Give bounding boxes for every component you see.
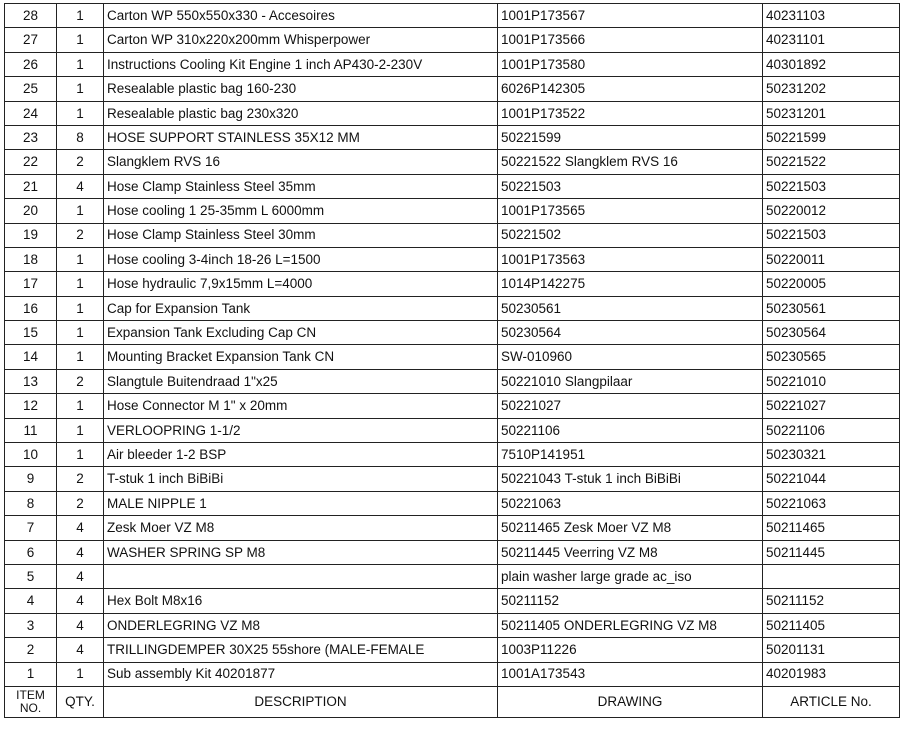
article-no-cell: 50221106	[763, 418, 900, 442]
item-no-cell: 7	[5, 516, 57, 540]
header-qty: QTY.	[57, 686, 104, 717]
qty-cell: 1	[57, 296, 104, 320]
article-no-cell: 50211152	[763, 589, 900, 613]
description-cell: HOSE SUPPORT STAINLESS 35X12 MM	[104, 125, 498, 149]
qty-cell: 4	[57, 540, 104, 564]
drawing-cell: 50221027	[498, 394, 763, 418]
table-row	[5, 369, 900, 393]
drawing-cell: 1014P142275	[498, 272, 763, 296]
article-no-cell: 50230321	[763, 443, 900, 467]
item-no-cell: 6	[5, 540, 57, 564]
qty-cell: 2	[57, 150, 104, 174]
item-no-cell: 19	[5, 223, 57, 247]
qty-cell: 4	[57, 589, 104, 613]
article-no-cell: 50231202	[763, 77, 900, 101]
item-no-cell: 10	[5, 443, 57, 467]
article-no-cell: 50220012	[763, 199, 900, 223]
qty-cell: 1	[57, 247, 104, 271]
article-no-cell: 50211445	[763, 540, 900, 564]
table-row	[5, 77, 900, 101]
drawing-cell: 50230561	[498, 296, 763, 320]
qty-cell: 1	[57, 345, 104, 369]
item-no-cell: 5	[5, 564, 57, 588]
drawing-cell: 50221063	[498, 491, 763, 515]
drawing-cell: 50211152	[498, 589, 763, 613]
drawing-cell: 50211405 ONDERLEGRING VZ M8	[498, 613, 763, 637]
drawing-cell: 1001P173565	[498, 199, 763, 223]
item-no-cell: 26	[5, 52, 57, 76]
table-row	[5, 174, 900, 198]
item-no-cell: 21	[5, 174, 57, 198]
article-no-cell: 50220011	[763, 247, 900, 271]
article-no-cell: 50220005	[763, 272, 900, 296]
table-row	[5, 394, 900, 418]
table-row	[5, 272, 900, 296]
article-no-cell	[763, 564, 900, 588]
drawing-cell: 50221043 T-stuk 1 inch BiBiBi	[498, 467, 763, 491]
drawing-cell: 50221599	[498, 125, 763, 149]
qty-cell: 1	[57, 321, 104, 345]
description-cell: ONDERLEGRING VZ M8	[104, 613, 498, 637]
description-cell: TRILLINGDEMPER 30X25 55shore (MALE-FEMALE	[104, 638, 498, 662]
drawing-cell: 1001P173566	[498, 28, 763, 52]
description-cell: Hose cooling 1 25-35mm L 6000mm	[104, 199, 498, 223]
description-cell: WASHER SPRING SP M8	[104, 540, 498, 564]
table-row	[5, 223, 900, 247]
drawing-cell: plain washer large grade ac_iso	[498, 564, 763, 588]
qty-cell: 1	[57, 52, 104, 76]
article-no-cell: 50230564	[763, 321, 900, 345]
description-cell	[104, 564, 498, 588]
item-no-cell: 28	[5, 4, 57, 28]
item-no-cell: 23	[5, 125, 57, 149]
qty-cell: 1	[57, 662, 104, 686]
table-row	[5, 150, 900, 174]
description-cell: Hose Connector M 1" x 20mm	[104, 394, 498, 418]
header-item-line2: NO.	[19, 700, 42, 715]
drawing-cell: 7510P141951	[498, 443, 763, 467]
drawing-cell: 50221503	[498, 174, 763, 198]
article-no-cell: 50230565	[763, 345, 900, 369]
item-no-cell: 25	[5, 77, 57, 101]
header-drawing: DRAWING	[498, 686, 763, 717]
table-row	[5, 296, 900, 320]
description-cell: Cap for Expansion Tank	[104, 296, 498, 320]
item-no-cell: 2	[5, 638, 57, 662]
drawing-cell: 50221010 Slangpilaar	[498, 369, 763, 393]
qty-cell: 1	[57, 77, 104, 101]
description-cell: Slangklem RVS 16	[104, 150, 498, 174]
article-no-cell: 50211405	[763, 613, 900, 637]
qty-cell: 4	[57, 516, 104, 540]
item-no-cell: 1	[5, 662, 57, 686]
article-no-cell: 50221522	[763, 150, 900, 174]
table-row	[5, 638, 900, 662]
drawing-cell: 50221502	[498, 223, 763, 247]
drawing-cell: SW-010960	[498, 345, 763, 369]
table-row	[5, 564, 900, 588]
table-row	[5, 467, 900, 491]
article-no-cell: 50230561	[763, 296, 900, 320]
header-item-no	[5, 686, 57, 717]
table-row	[5, 4, 900, 28]
drawing-cell: 1001P173567	[498, 4, 763, 28]
drawing-cell: 1003P11226	[498, 638, 763, 662]
description-cell: Hose Clamp Stainless Steel 35mm	[104, 174, 498, 198]
article-no-cell: 40231101	[763, 28, 900, 52]
qty-cell: 2	[57, 223, 104, 247]
item-no-cell: 20	[5, 199, 57, 223]
table-row	[5, 491, 900, 515]
article-no-cell: 50201131	[763, 638, 900, 662]
drawing-cell: 1001P173580	[498, 52, 763, 76]
qty-cell: 1	[57, 199, 104, 223]
drawing-cell: 50221106	[498, 418, 763, 442]
article-no-cell: 50221503	[763, 223, 900, 247]
bill-of-materials-table	[4, 3, 900, 718]
qty-cell: 4	[57, 613, 104, 637]
item-no-cell: 17	[5, 272, 57, 296]
drawing-cell: 50211465 Zesk Moer VZ M8	[498, 516, 763, 540]
article-no-cell: 50211465	[763, 516, 900, 540]
item-no-cell: 27	[5, 28, 57, 52]
qty-cell: 4	[57, 174, 104, 198]
description-cell: Mounting Bracket Expansion Tank CN	[104, 345, 498, 369]
qty-cell: 2	[57, 491, 104, 515]
table-row	[5, 662, 900, 686]
table-row	[5, 443, 900, 467]
table-row	[5, 199, 900, 223]
item-no-cell: 16	[5, 296, 57, 320]
qty-cell: 2	[57, 369, 104, 393]
header-description: DESCRIPTION	[104, 686, 498, 717]
description-cell: Hose cooling 3-4inch 18-26 L=1500	[104, 247, 498, 271]
article-no-cell: 40301892	[763, 52, 900, 76]
qty-cell: 1	[57, 4, 104, 28]
description-cell: Expansion Tank Excluding Cap CN	[104, 321, 498, 345]
description-cell: Carton WP 550x550x330 - Accesoires	[104, 4, 498, 28]
description-cell: Slangtule Buitendraad 1"x25	[104, 369, 498, 393]
drawing-cell: 1001A173543	[498, 662, 763, 686]
header-row	[5, 686, 900, 717]
qty-cell: 1	[57, 394, 104, 418]
article-no-cell: 50231201	[763, 101, 900, 125]
table-row	[5, 516, 900, 540]
article-no-cell: 50221044	[763, 467, 900, 491]
item-no-cell: 9	[5, 467, 57, 491]
table-row	[5, 589, 900, 613]
table-row	[5, 247, 900, 271]
header-item-line1: ITEM	[16, 688, 45, 703]
description-cell: T-stuk 1 inch BiBiBi	[104, 467, 498, 491]
item-no-cell: 8	[5, 491, 57, 515]
table-row	[5, 345, 900, 369]
item-no-cell: 14	[5, 345, 57, 369]
description-cell: Carton WP 310x220x200mm Whisperpower	[104, 28, 498, 52]
drawing-cell: 1001P173563	[498, 247, 763, 271]
table-row	[5, 28, 900, 52]
description-cell: Hose Clamp Stainless Steel 30mm	[104, 223, 498, 247]
qty-cell: 1	[57, 101, 104, 125]
qty-cell: 2	[57, 467, 104, 491]
item-no-cell: 13	[5, 369, 57, 393]
item-no-cell: 11	[5, 418, 57, 442]
header-article-no: ARTICLE No.	[763, 686, 900, 717]
table-row	[5, 125, 900, 149]
qty-cell: 1	[57, 418, 104, 442]
article-no-cell: 40231103	[763, 4, 900, 28]
item-no-cell: 24	[5, 101, 57, 125]
item-no-cell: 22	[5, 150, 57, 174]
item-no-cell: 4	[5, 589, 57, 613]
article-no-cell: 50221010	[763, 369, 900, 393]
description-cell: Sub assembly Kit 40201877	[104, 662, 498, 686]
drawing-cell: 6026P142305	[498, 77, 763, 101]
item-no-cell: 15	[5, 321, 57, 345]
table-row	[5, 418, 900, 442]
description-cell: VERLOOPRING 1-1/2	[104, 418, 498, 442]
table-row	[5, 52, 900, 76]
item-no-cell: 18	[5, 247, 57, 271]
qty-cell: 8	[57, 125, 104, 149]
qty-cell: 4	[57, 564, 104, 588]
table-row	[5, 321, 900, 345]
article-no-cell: 50221503	[763, 174, 900, 198]
article-no-cell: 50221063	[763, 491, 900, 515]
description-cell: Air bleeder 1-2 BSP	[104, 443, 498, 467]
description-cell: Hex Bolt M8x16	[104, 589, 498, 613]
table-row	[5, 613, 900, 637]
drawing-cell: 50211445 Veerring VZ M8	[498, 540, 763, 564]
article-no-cell: 50221599	[763, 125, 900, 149]
table-row	[5, 101, 900, 125]
description-cell: Resealable plastic bag 230x320	[104, 101, 498, 125]
description-cell: Resealable plastic bag 160-230	[104, 77, 498, 101]
qty-cell: 1	[57, 443, 104, 467]
item-no-cell: 3	[5, 613, 57, 637]
drawing-cell: 50230564	[498, 321, 763, 345]
drawing-cell: 1001P173522	[498, 101, 763, 125]
article-no-cell: 50221027	[763, 394, 900, 418]
item-no-cell: 12	[5, 394, 57, 418]
bom-body	[5, 4, 900, 718]
description-cell: Hose hydraulic 7,9x15mm L=4000	[104, 272, 498, 296]
description-cell: Instructions Cooling Kit Engine 1 inch AP430-2-230V	[104, 52, 498, 76]
qty-cell: 4	[57, 638, 104, 662]
description-cell: MALE NIPPLE 1	[104, 491, 498, 515]
qty-cell: 1	[57, 28, 104, 52]
table-row	[5, 540, 900, 564]
drawing-cell: 50221522 Slangklem RVS 16	[498, 150, 763, 174]
qty-cell: 1	[57, 272, 104, 296]
article-no-cell: 40201983	[763, 662, 900, 686]
description-cell: Zesk Moer VZ M8	[104, 516, 498, 540]
